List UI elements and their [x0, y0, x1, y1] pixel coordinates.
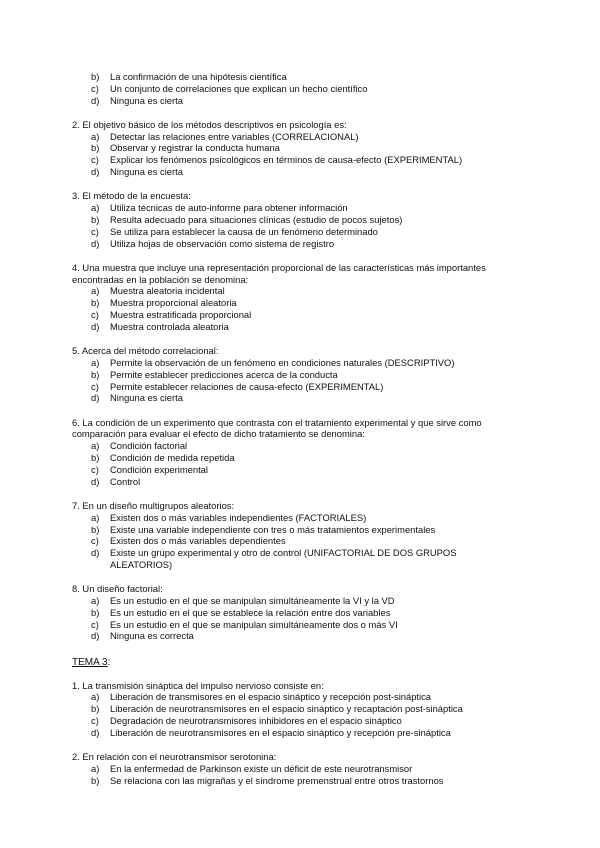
option: d) Liberación de neurotransmisores en el espacio sináptico y recepción pre-sináptica [91, 726, 451, 738]
option: b) Muestra proporcional aleatoria [91, 297, 237, 309]
option: c) Existen dos o más variables dependientes [91, 535, 286, 547]
option: b) Resulta adecuado para situaciones clínicas (estudio de pocos sujetos) [91, 213, 403, 225]
options-list [91, 691, 532, 738]
options-list [91, 202, 532, 249]
option: b) Condición de medida repetida [91, 452, 235, 464]
option: c) Un conjunto de correlaciones que explican un hecho científico [91, 82, 368, 94]
section-heading [72, 655, 532, 680]
question-text: 5. Acerca del método correlacional: [72, 345, 219, 357]
option: a) Muestra aleatoria incidental [91, 285, 225, 297]
question-2 [72, 119, 532, 178]
option: c) Muestra estratificada proporcional [91, 309, 252, 321]
option: b) Es un estudio en el que se establece la relación entre dos variables [91, 606, 391, 618]
question-text: 3. El método de la encuesta: [72, 190, 191, 202]
option: d) Control [91, 475, 141, 487]
question-text: 2. El objetivo básico de los métodos descriptivos en psicología es: [72, 118, 347, 130]
option: c) Degradación de neurotransmisores inhibidores en el espacio sináptico [91, 715, 402, 727]
option: c) Condición experimental [91, 463, 208, 475]
question-text: 2. En relación con el neurotransmisor serotonina: [72, 751, 277, 763]
option: a) Utiliza técnicas de auto-informe para obtener información [91, 202, 348, 214]
question-5 [72, 345, 532, 404]
section-colon: : [107, 656, 111, 668]
document-page [72, 71, 532, 799]
question-text: 8. Un diseño factorial: [72, 583, 163, 595]
question-8 [72, 583, 532, 642]
option: c) Explicar los fenómenos psicológicos en términos de causa-efecto (EXPERIMENTAL) [91, 154, 463, 166]
tema3-question-2 [72, 751, 532, 786]
option: a) Es un estudio en el que se manipulan simultáneamente la VI y la VD [91, 594, 395, 606]
option: d) Existe un grupo experimental y otro de control (UNIFACTORIAL DE DOS GRUPOS ALEATORIOS) [91, 547, 457, 570]
section-title: TEMA 3 [72, 656, 108, 668]
option: d) Ninguna es correcta [91, 630, 194, 642]
option: b) Liberación de neurotransmisores en el espacio sináptico y recaptación post-sináptica [91, 703, 463, 715]
question-text: 4. Una muestra que incluye una representación proporcional de las características más importantes encontradas en la población se denomina: [72, 261, 486, 285]
options-list [91, 763, 532, 787]
question-text: 7. En un diseño multigrupos aleatorios: [72, 499, 235, 511]
question-text: 1. La transmisión sináptica del impulso nervioso consiste en: [72, 679, 324, 691]
option: c) Es un estudio en el que se manipulan simultáneamente dos o más VI [91, 618, 398, 630]
option: b) Observar y registrar la conducta humana [91, 142, 280, 154]
option: b) La confirmación de una hipótesis científica [91, 71, 287, 82]
option: b) Se relaciona con las migrañas y el síndrome premenstrual entre otros trastornos [91, 774, 444, 786]
option: b) Existe una variable independiente con tres o más tratamientos experimentales [91, 523, 436, 535]
options-list [91, 71, 532, 106]
option: a) En la enfermedad de Parkinson existe un déficit de este neurotransmisor [91, 762, 413, 774]
option: a) Condición factorial [91, 440, 188, 452]
question-1-continued [72, 71, 532, 106]
question-text: 6. La condición de un experimento que contrasta con el tratamiento experimental y que sirve como comparación para evaluar el efecto de dicho tratamiento se denomina: [72, 416, 482, 440]
question-6 [72, 417, 532, 488]
option: b) Permite establecer predicciones acerca de la conducta [91, 368, 338, 380]
options-list [91, 512, 532, 571]
option: d) Ninguna es cierta [91, 94, 183, 106]
options-list [91, 285, 532, 332]
option: d) Utiliza hojas de observación como sistema de registro [91, 237, 335, 249]
question-4 [72, 262, 532, 333]
question-3 [72, 190, 532, 249]
option: a) Existen dos o más variables independientes (FACTORIALES) [91, 511, 367, 523]
tema3-question-1 [72, 680, 532, 739]
option: c) Permite establecer relaciones de causa-efecto (EXPERIMENTAL) [91, 380, 384, 392]
option: c) Se utiliza para establecer la causa de un fenómeno determinado [91, 225, 378, 237]
option: a) Detectar las relaciones entre variables (CORRELACIONAL) [91, 130, 359, 142]
options-list [91, 440, 532, 487]
option: a) Permite la observación de un fenómeno en condiciones naturales (DESCRIPTIVO) [91, 356, 455, 368]
option: d) Ninguna es cierta [91, 392, 183, 404]
option: d) Ninguna es cierta [91, 166, 183, 178]
options-list [91, 131, 532, 178]
options-list [91, 357, 532, 404]
option: a) Liberación de transmisores en el espacio sináptico y recepción post-sináptica [91, 691, 432, 703]
question-7 [72, 500, 532, 571]
options-list [91, 595, 532, 642]
option: d) Muestra controlada aleatoria [91, 320, 229, 332]
